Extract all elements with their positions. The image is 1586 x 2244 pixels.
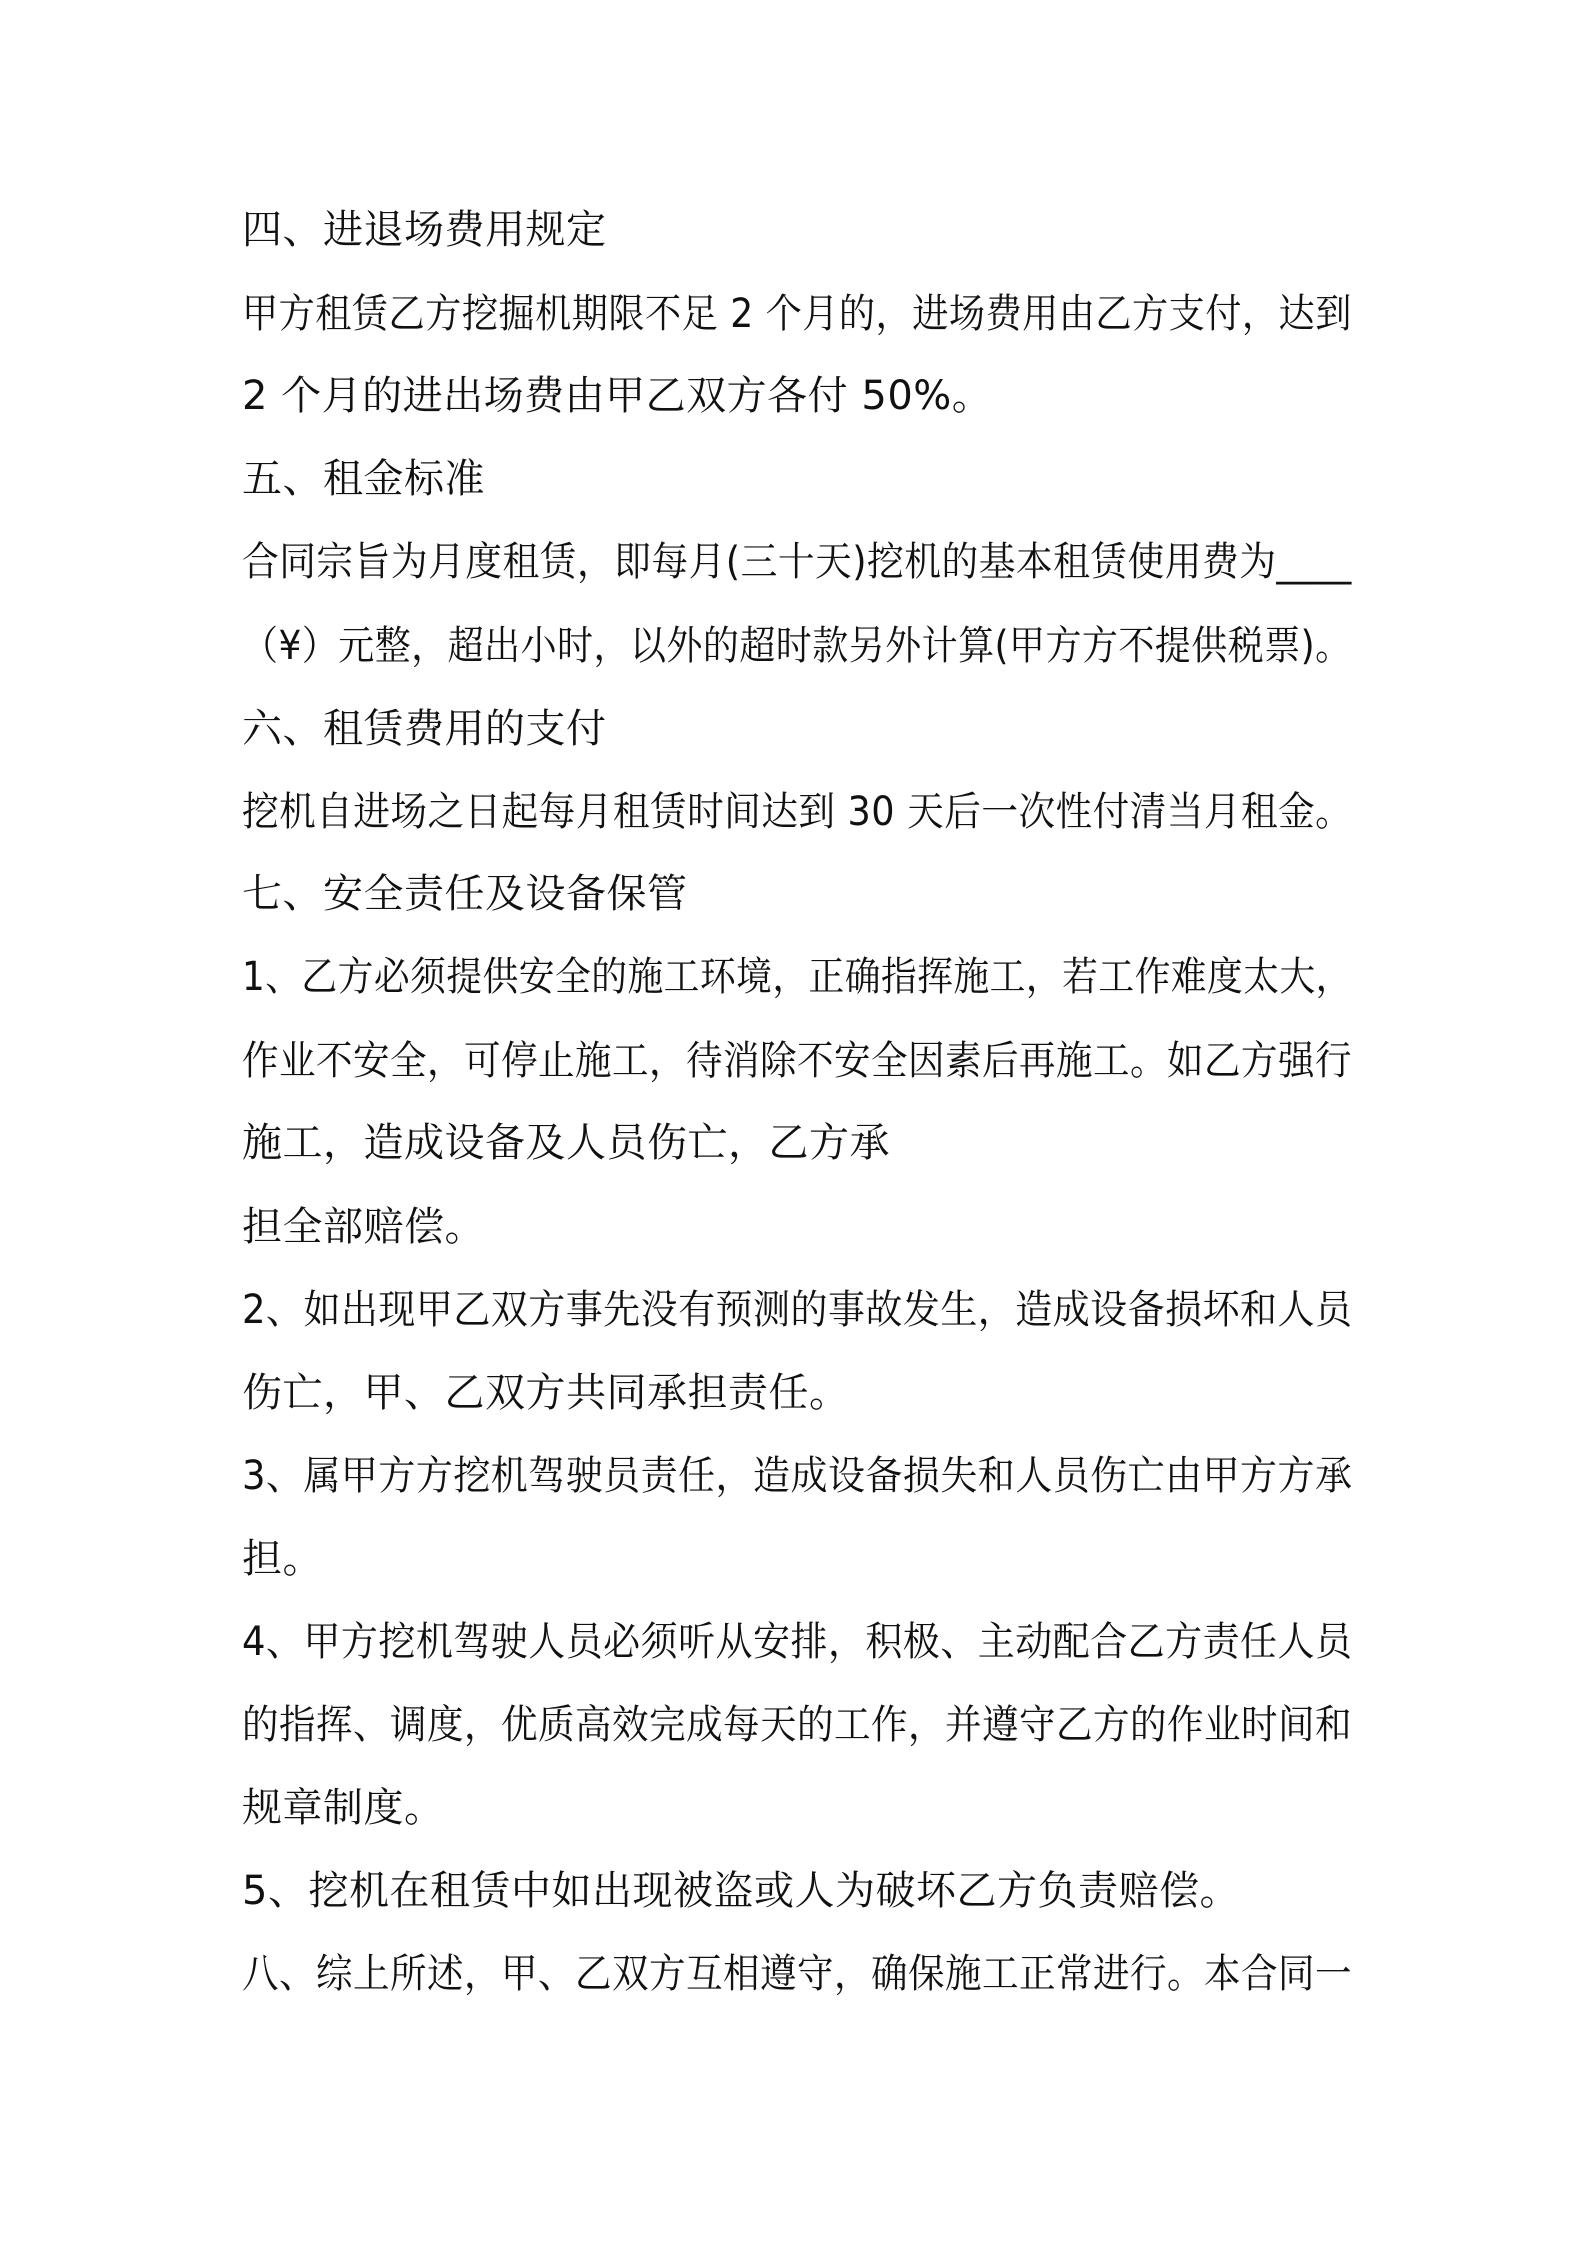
paragraph-line: 作业不安全，可停止施工，待消除不安全因素后再施工。如乙方强行 — [242, 1038, 1353, 1084]
section-heading-8: 八、综上所述，甲、乙双方互相遵守，确保施工正常进行。本合同一 — [242, 1951, 1353, 1997]
paragraph-line: （¥）元整，超出小时，以外的超时款另外计算(甲方方不提供税票)。 — [242, 623, 1352, 669]
paragraph-line: 的指挥、调度，优质高效完成每天的工作，并遵守乙方的作业时间和 — [242, 1702, 1353, 1748]
paragraph-line: 合同宗旨为月度租赁，即每月(三十天)挖机的基本租赁使用费为____ — [242, 539, 1352, 585]
paragraph-line: 伤亡，甲、乙双方共同承担责任。 — [242, 1370, 850, 1416]
section-heading-7: 七、安全责任及设备保管 — [242, 871, 688, 917]
paragraph-line: 2、如出现甲乙双方事先没有预测的事故发生，造成设备损坏和人员 — [242, 1287, 1353, 1333]
paragraph-line: 担全部赔偿。 — [242, 1204, 485, 1250]
paragraph-line: 挖机自进场之日起每月租赁时间达到 30 天后一次性付清当月租金。 — [242, 789, 1353, 835]
paragraph-line: 3、属甲方方挖机驾驶员责任，造成设备损失和人员伤亡由甲方方承 — [242, 1453, 1353, 1499]
section-heading-4: 四、进退场费用规定 — [242, 207, 607, 253]
paragraph-line: 4、甲方挖机驾驶人员必须听从安排，积极、主动配合乙方责任人员 — [242, 1619, 1353, 1665]
paragraph-line: 规章制度。 — [242, 1785, 445, 1831]
paragraph-line: 5、挖机在租赁中如出现被盗或人为破坏乙方负责赔偿。 — [242, 1868, 1240, 1914]
paragraph-line: 甲方租赁乙方挖掘机期限不足 2 个月的，进场费用由乙方支付，达到 — [242, 291, 1352, 337]
paragraph-line: 2 个月的进出场费由甲乙双方各付 50%。 — [242, 373, 993, 419]
paragraph-line: 1、乙方必须提供安全的施工环境，正确指挥施工，若工作难度太大， — [242, 954, 1352, 1000]
section-heading-6: 六、租赁费用的支付 — [242, 706, 607, 752]
paragraph-line: 担。 — [242, 1536, 323, 1582]
section-heading-5: 五、租金标准 — [242, 456, 485, 502]
paragraph-line: 施工，造成设备及人员伤亡，乙方承 — [242, 1120, 890, 1166]
